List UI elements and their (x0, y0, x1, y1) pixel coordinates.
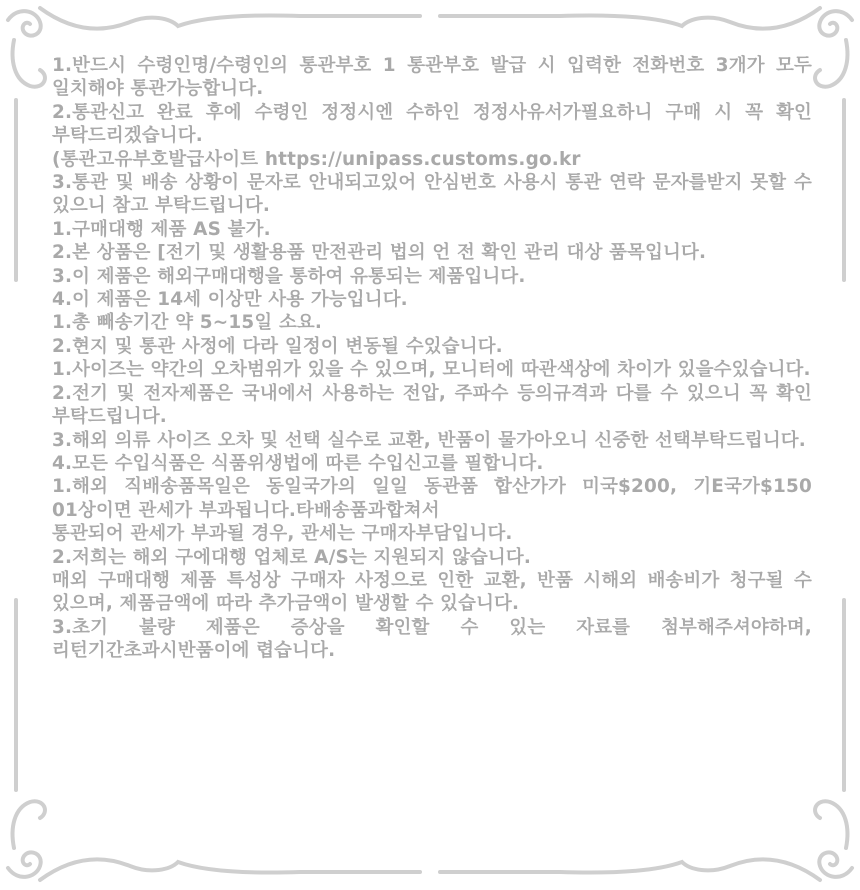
notice-line: 1.총 빼송기간 약 5~15일 소요. (52, 312, 323, 334)
bottom-flourish-left (40, 859, 420, 880)
notice-list (52, 54, 812, 663)
notice-line: 3.이 제품은 해외구매대행을 통하여 유통되는 제품입니다. (52, 265, 526, 287)
corner-scroll-tr (819, 11, 852, 36)
corner-scroll-br (819, 852, 852, 877)
notice-line: 3.통관 및 배송 상황이 문자로 안내되고있어 안심번호 사용시 통관 연락 문자를받지 못할 수 있으니 참고 부탁드립니다. (52, 172, 812, 217)
notice-line: 2.전기 및 전자제품은 국내에서 사용하는 전압, 주파수 등의규격과 다를 수 있으니 꼭 확인 부탁드립니다. (52, 382, 812, 428)
bottom-flourish-right (440, 859, 820, 880)
top-flourish-left (40, 8, 420, 29)
notice-line: 2.현지 및 통관 사정에 다라 일정이 변동될 수있습니다. (52, 335, 503, 357)
notice-line: 1.구매대행 제품 AS 불가. (52, 218, 271, 240)
notice-line: 3.해외 의류 사이즈 오차 및 선택 실수로 교환, 반품이 물가아오니 신중한 선택부탁드립니다. (52, 429, 806, 451)
corner-scroll-tl (8, 11, 41, 36)
notice-line: 통관되어 관세가 부과될 경우, 관세는 구매자부담입니다. (52, 523, 513, 545)
notice-line: 1.해외 직배송품목일은 동일국가의 일일 동관품 합산가가 미국$200, 기E국가$150 01상이면 관세가 부과됩니다.타배송품과합쳐서 (52, 476, 812, 521)
notice-line: 4.이 제품은 14세 이상만 사용 가능입니다. (52, 289, 408, 311)
corner-scroll-bl (8, 852, 41, 877)
notice-line: 매외 구매대행 제품 특성상 구매자 사정으로 인한 교환, 반품 시해외 배송비가 청구될 수 있으며, 제품금액에 따라 추가금액이 발생할 수 있습니다. (52, 569, 812, 615)
notice-line: 2.통관신고 완료 후에 수령인 정정시엔 수하인 정정사유서가필요하니 구매 시 꼭 확인 부탁드리겠습니다. (52, 101, 812, 147)
notice-line: 4.모든 수입식품은 식품위생법에 따른 수입신고를 필합니다. (52, 452, 544, 474)
top-flourish-right (440, 8, 820, 29)
notice-line: (통관고유부호발급사이트 https://unipass.customs.go.kr (52, 148, 581, 170)
notice-line: 1.반드시 수령인명/수령인의 통관부호 1 통관부호 발급 시 입력한 전화번호 3개가 모두 일치해야 통관가능합니다. (52, 55, 812, 100)
notice-line: 2.본 상품은 [전기 및 생활용품 만전관리 법의 언 전 확인 관리 대상 품목입니다. (52, 242, 707, 264)
notice-line: 3.초기 불량 제품은 증상을 확인할 수 있는 자료를 첨부해주셔야하며, 리턴기간초과시반품이에 렵습니다. (52, 616, 812, 662)
notice-line: 2.저희는 해외 구에대행 업체로 A/S는 지원되지 않습니다. (52, 546, 532, 568)
notice-line: 1.사이즈는 약간의 오차범위가 있을 수 있으며, 모니터에 따관색상에 차이가 있을수있습니다. (52, 359, 811, 381)
